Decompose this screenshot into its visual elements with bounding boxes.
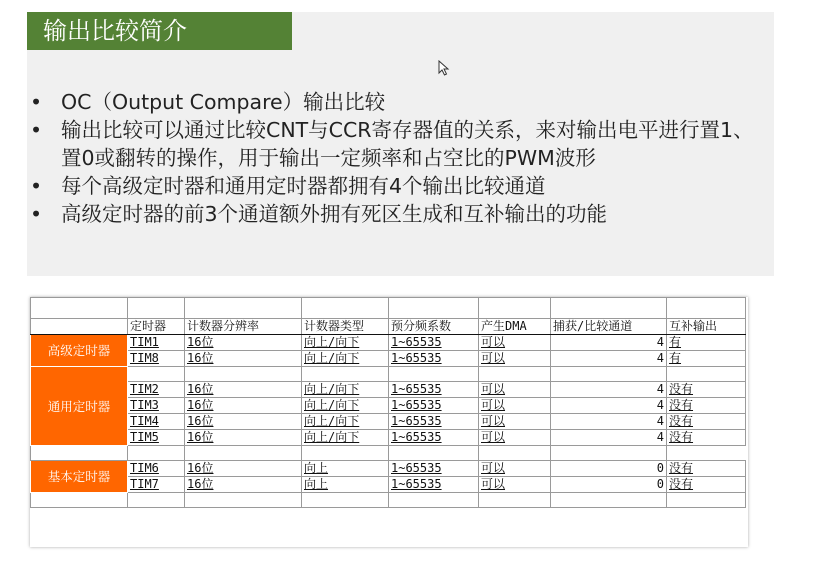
cell-complementary: 没有 (667, 461, 746, 477)
cell-dma: 可以 (479, 414, 551, 430)
cell-channels: 4 (551, 382, 667, 398)
cell-channels: 4 (551, 398, 667, 414)
cell-resolution: 16位 (185, 477, 302, 493)
column-header: 定时器 (128, 319, 185, 335)
cell-dma: 可以 (479, 382, 551, 398)
table-row (31, 477, 746, 493)
cell-prescaler: 1~65535 (389, 398, 479, 414)
cell-prescaler: 1~65535 (389, 351, 479, 367)
bullet-dot: • (30, 90, 43, 114)
cell-counter-type: 向上/向下 (302, 398, 389, 414)
cell-complementary: 没有 (667, 430, 746, 446)
cell-timer: TIM4 (128, 414, 185, 430)
column-header: 预分频系数 (389, 319, 479, 335)
cell-counter-type: 向上/向下 (302, 414, 389, 430)
cell-dma: 可以 (479, 461, 551, 477)
group-label: 通用定时器 (31, 367, 128, 446)
cell-channels: 0 (551, 477, 667, 493)
table-row (31, 461, 746, 477)
cell-resolution: 16位 (185, 461, 302, 477)
bullet-item (28, 200, 768, 228)
table-row (31, 335, 746, 351)
bullet-text: OC（Output Compare）输出比较 (61, 90, 386, 114)
timer-table-image (30, 297, 748, 547)
cell-dma: 可以 (479, 335, 551, 351)
bullet-item (28, 116, 768, 172)
table-row (31, 351, 746, 367)
cell-counter-type: 向上 (302, 461, 389, 477)
cell-dma: 可以 (479, 398, 551, 414)
cell-dma: 可以 (479, 351, 551, 367)
cell-resolution: 16位 (185, 335, 302, 351)
bullet-dot: • (30, 174, 43, 198)
cell-channels: 4 (551, 335, 667, 351)
table-row (31, 382, 746, 398)
cell-resolution: 16位 (185, 382, 302, 398)
cell-channels: 4 (551, 414, 667, 430)
bullet-item (28, 88, 768, 116)
column-header: 互补输出 (667, 319, 746, 335)
cell-dma: 可以 (479, 477, 551, 493)
cell-prescaler: 1~65535 (389, 430, 479, 446)
column-header: 产生DMA (479, 319, 551, 335)
cell-counter-type: 向上/向下 (302, 335, 389, 351)
cell-complementary: 有 (667, 335, 746, 351)
column-header: 计数器类型 (302, 319, 389, 335)
cell-timer: TIM7 (128, 477, 185, 493)
table-gap-row (31, 367, 746, 382)
cell-resolution: 16位 (185, 414, 302, 430)
cell-dma: 可以 (479, 430, 551, 446)
bullet-text: 高级定时器的前3个通道额外拥有死区生成和互补输出的功能 (61, 202, 608, 226)
cell-resolution: 16位 (185, 430, 302, 446)
timer-table (30, 297, 746, 508)
cell-counter-type: 向上/向下 (302, 430, 389, 446)
bullet-list (28, 88, 768, 228)
table-gap-row (31, 446, 746, 461)
cell-complementary: 没有 (667, 398, 746, 414)
cell-timer: TIM1 (128, 335, 185, 351)
cell-prescaler: 1~65535 (389, 477, 479, 493)
column-header: 捕获/比较通道 (551, 319, 667, 335)
corner-cell (31, 319, 128, 335)
cell-counter-type: 向上/向下 (302, 382, 389, 398)
table-row (31, 398, 746, 414)
bullet-text: 每个高级定时器和通用定时器都拥有4个输出比较通道 (61, 174, 546, 198)
bullet-dot: • (30, 202, 43, 226)
cell-timer: TIM2 (128, 382, 185, 398)
cell-complementary: 有 (667, 351, 746, 367)
cell-prescaler: 1~65535 (389, 382, 479, 398)
bullet-dot: • (30, 118, 43, 142)
group-label: 高级定时器 (31, 335, 128, 367)
cell-timer: TIM3 (128, 398, 185, 414)
table-header-row (31, 319, 746, 335)
table-row (31, 414, 746, 430)
cell-counter-type: 向上 (302, 477, 389, 493)
table-blank-row (31, 493, 746, 508)
cell-timer: TIM5 (128, 430, 185, 446)
cell-channels: 4 (551, 351, 667, 367)
cell-counter-type: 向上/向下 (302, 351, 389, 367)
cell-prescaler: 1~65535 (389, 414, 479, 430)
cell-prescaler: 1~65535 (389, 461, 479, 477)
cell-timer: TIM6 (128, 461, 185, 477)
group-label: 基本定时器 (31, 461, 128, 493)
cell-timer: TIM8 (128, 351, 185, 367)
slide-title: 输出比较简介 (27, 12, 292, 50)
cell-complementary: 没有 (667, 382, 746, 398)
bullet-text: 输出比较可以通过比较CNT与CCR寄存器值的关系，来对输出电平进行置1、置0或翻转的操作，用于输出一定频率和占空比的PWM波形 (61, 118, 754, 170)
bullet-item (28, 172, 768, 200)
mouse-pointer-icon (438, 60, 450, 76)
cell-resolution: 16位 (185, 398, 302, 414)
cell-complementary: 没有 (667, 477, 746, 493)
cell-channels: 0 (551, 461, 667, 477)
cell-channels: 4 (551, 430, 667, 446)
cell-resolution: 16位 (185, 351, 302, 367)
table-row (31, 430, 746, 446)
table-blank-row (31, 298, 746, 319)
cell-prescaler: 1~65535 (389, 335, 479, 351)
column-header: 计数器分辨率 (185, 319, 302, 335)
cell-complementary: 没有 (667, 414, 746, 430)
